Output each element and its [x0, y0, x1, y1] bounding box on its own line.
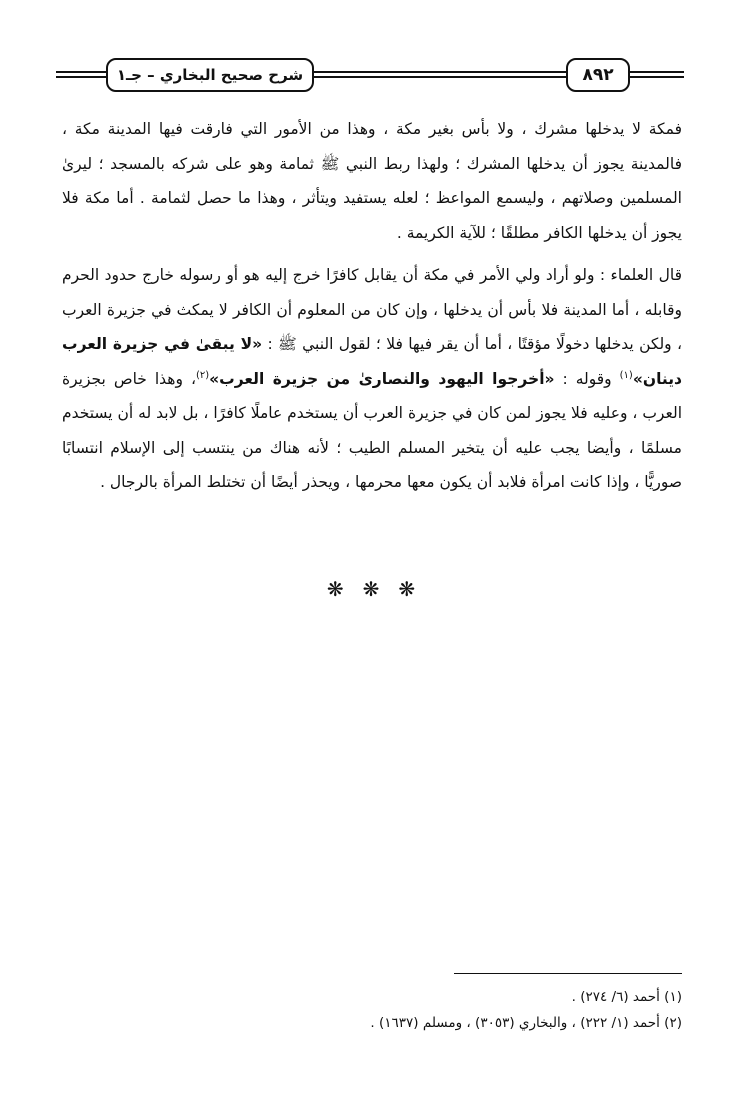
page-number: ٨٩٢: [566, 58, 630, 92]
header-rule-left: [56, 71, 106, 73]
footnotes: [262, 984, 682, 1036]
header-rule-middle: [314, 71, 566, 73]
section-separator: ❋ ❋ ❋: [326, 577, 422, 601]
footnote-1: (١) أحمد (٦/ ٢٧٤) .: [571, 989, 682, 1005]
footnote-2: (٢) أحمد (١/ ٢٢٢) ، والبخاري (٣٠٥٣) ، ومسلم (١٦٣٧) .: [370, 1015, 682, 1031]
hadith-quote-2: «أخرجوا اليهود والنصارىٰ من جزيرة العرب»: [209, 369, 555, 388]
footnote-ref-2: (٢): [195, 369, 210, 381]
paragraph-2-part-3: ، وهذا خاص بجزيرة العرب ، وعليه فلا يجوز لمن كان في جزيرة العرب أن يستخدم عاملًا كافرًا ، بل لابد له أن يستخدم مسلمًا ، وأيضا يجب عليه أن يتخير المسلم الطيب ؛ لأنه هناك من ينتسب إلى الإسلام انتسابًا صوريًّا ، وإذا كانت امرأة فلابد أن يكون معها محرمها ، ويحذر أيضًا أن تختلط المرأة بالرجال .: [62, 369, 682, 491]
paragraph-1: فمكة لا يدخلها مشرك ، ولا بأس بغير مكة ، وهذا من الأمور التي فارقت فيها المدينة مكة ، فالمدينة يجوز أن يدخلها المشرك ؛ ولهذا ربط النبي ﷺ ثمامة وهو على شركه بالمسجد ؛ ليرىٰ المسلمين وصلاتهم ، وليسمع المواعظ ؛ لعله يستفيد ويتأثر ، وهذا ما حصل لثمامة . أما مكة فلا يجوز أن يدخلها الكافر مطلقًا ؛ للآية الكريمة .: [62, 120, 682, 242]
paragraph-2-part-2: وقوله :: [554, 369, 620, 388]
hadith-quote-1: «لا يبقىٰ في جزيرة العرب دينان»: [62, 335, 682, 388]
paragraph-2: [62, 258, 682, 500]
header-rule-right: [630, 71, 684, 73]
paragraph-2-part-1: قال العلماء : ولو أراد ولي الأمر في مكة أن يقابل كافرًا خرج إليه هو أو رسوله خارج حدود الحرم وقابله ، أما المدينة فلا بأس أن يدخلها ، وإن كان من المعلوم أن الكافر لا يمكث في جزيرة العرب ، ولكن يدخلها دخولًا مؤقتًا ، أما أن يقر فيها فلا ؛ لقول النبي ﷺ :: [62, 266, 682, 353]
book-title: شرح صحيح البخاري – جـ١: [106, 58, 314, 92]
footnote-divider: [454, 973, 682, 974]
running-header: [56, 58, 684, 94]
footnote-ref-1: (١): [619, 369, 633, 381]
main-text: [62, 112, 682, 500]
